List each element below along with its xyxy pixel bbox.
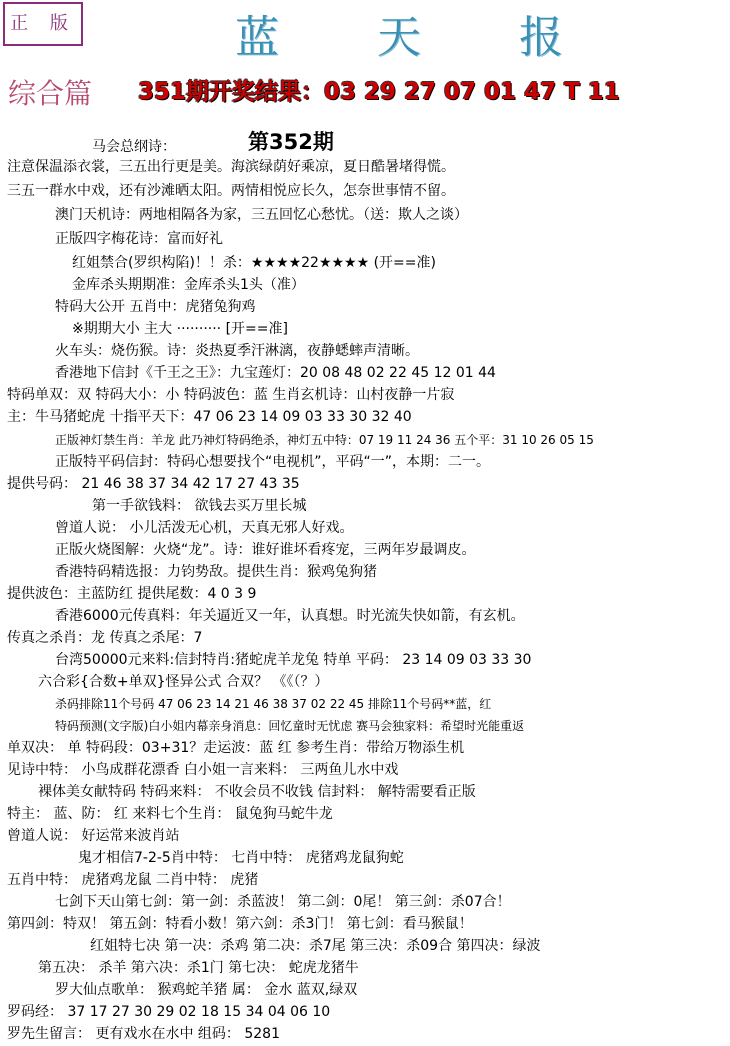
text-line: 单双决： 单 特码段：03+31？走运波：蓝 红 参考生肖：带给万物添生机 — [7, 740, 465, 756]
text-line: 金库杀头期期准：金库杀头1头（准） — [72, 277, 305, 293]
text-line: 火车头：烧伤猴。诗：炎热夏季汗淋漓，夜静蟋蟀声清晰。 — [55, 343, 419, 359]
text-line: 香港地下信封《千王之王》：九宝莲灯：20 08 48 02 22 45 12 01 44 — [55, 365, 496, 381]
text-line: 第四剑：特双！ 第五剑：特看小数！第六剑：杀3门！ 第七剑：看马猴鼠！ — [7, 916, 473, 932]
section-title: 综合篇 — [8, 77, 93, 110]
page-title: 蓝 天 报 — [235, 12, 605, 63]
text-line: 特码大公开 五肖中：虎猪兔狗鸡 — [55, 299, 256, 315]
text-line: 特码预测(文字版)白小姐内幕亲身消息：回忆童时无忧虑 赛马会独家料：希望时光能重返 — [55, 719, 525, 733]
text-line: 第五决： 杀羊 第六决：杀1门 第七决： 蛇虎龙猪牛 — [38, 960, 359, 976]
text-line: 马会总纲诗： — [92, 139, 176, 155]
text-line: 第一手欲钱料： 欲钱去买万里长城 — [92, 498, 307, 514]
text-line: 红姐特七决 第一决：杀鸡 第二决：杀7尾 第三决：杀09合 第四决：绿波 — [90, 938, 541, 954]
text-line: 罗先生留言： 更有戏水在水中 组码： 5281 — [7, 1026, 280, 1042]
text-line: 特主： 蓝、防： 红 来料七个生肖： 鼠兔狗马蛇牛龙 — [7, 806, 333, 822]
previous-result: 351期开奖结果：03 29 27 07 01 47 T 11 — [138, 79, 620, 105]
text-line: 特码单双：双 特码大小：小 特码波色：蓝 生肖玄机诗：山村夜静一片寂 — [7, 387, 455, 403]
text-line: 鬼才相信7-2-5肖中特： 七肖中特： 虎猪鸡龙鼠狗蛇 — [78, 850, 404, 866]
text-line: 传真之杀肖：龙 传真之杀尾：7 — [7, 630, 203, 646]
text-line: 六合彩{合数+单双}怪异公式 合双？ 《《（？） — [38, 674, 329, 690]
text-line: ※期期大小 主大 ·········· [开==准] — [72, 321, 288, 337]
text-line: 五肖中特： 虎猪鸡龙鼠 二肖中特： 虎猪 — [7, 872, 259, 888]
text-line: 杀码排除11个号码 47 06 23 14 21 46 38 37 02 22 45 排除11个号码**蓝，红 — [55, 697, 492, 711]
text-line: 香港6000元传真料：年关逼近又一年，认真想。时光流失快如箭，有玄机。 — [55, 608, 525, 624]
text-line: 裸体美女献特码 特码来料： 不收会员不收钱 信封料： 解特需要看正版 — [38, 784, 476, 800]
text-line: 七剑下天山第七剑：第一剑：杀蓝波！ 第二剑：0尾！ 第三剑：杀07合！ — [55, 894, 511, 910]
text-line: 罗码经： 37 17 27 30 29 02 18 15 34 04 06 10 — [7, 1004, 331, 1020]
genuine-badge: 正 版 — [3, 2, 83, 46]
text-line: 澳门天机诗：两地相隔各为家，三五回忆心愁忧。（送：欺人之谈） — [55, 207, 468, 223]
text-line: 曾道人说： 好运常来波肖站 — [7, 828, 180, 844]
text-line: 正版特平码信封：特码心想要找个“电视机”，平码“一”，本期：二一。 — [55, 454, 491, 470]
text-line: 提供号码： 21 46 38 37 34 42 17 27 43 35 — [7, 476, 300, 492]
text-line: 台湾50000元来料:信封特肖:猪蛇虎羊龙兔 特单 平码： 23 14 09 03 33 30 — [55, 652, 532, 668]
issue-number: 第352期 — [248, 130, 334, 154]
text-line: 主：牛马猪蛇虎 十指平天下：47 06 23 14 09 03 33 30 32 40 — [7, 409, 412, 425]
text-line: 香港特码精选报：力钧势敌。提供生肖：猴鸡兔狗猪 — [55, 564, 377, 580]
text-line: 正版火烧图解：火烧“龙”。诗：谁好谁坏看疼宠，三两年岁最调皮。 — [55, 542, 476, 558]
text-line: 红姐禁合(罗织构陷)！！杀：★★★★22★★★★ (开==准) — [72, 255, 436, 271]
text-line: 曾道人说： 小儿活泼无心机，天真无邪人好戏。 — [55, 520, 354, 536]
text-line: 见诗中特： 小鸟成群花漂香 白小姐一言来料： 三两鱼儿水中戏 — [7, 762, 399, 778]
text-line: 三五一群水中戏，还有沙滩晒太阳。两情相悦应长久，怎奈世事情不留。 — [7, 183, 455, 199]
text-line: 正版神灯禁生肖：羊龙 此乃神灯特码绝杀，神灯五中特：07 19 11 24 36 五个平：31 10 26 05 15 — [55, 433, 594, 447]
text-line: 罗大仙点歌单： 猴鸡蛇羊猪 属： 金水 蓝双,绿双 — [55, 982, 358, 998]
text-line: 正版四字梅花诗：富而好礼 — [55, 231, 223, 247]
text-line: 注意保温添衣裳，三五出行更是美。海滨绿荫好乘凉，夏日酷暑堵得慌。 — [7, 159, 455, 175]
text-line: 提供波色：主蓝防红 提供尾数：4 0 3 9 — [7, 586, 257, 602]
